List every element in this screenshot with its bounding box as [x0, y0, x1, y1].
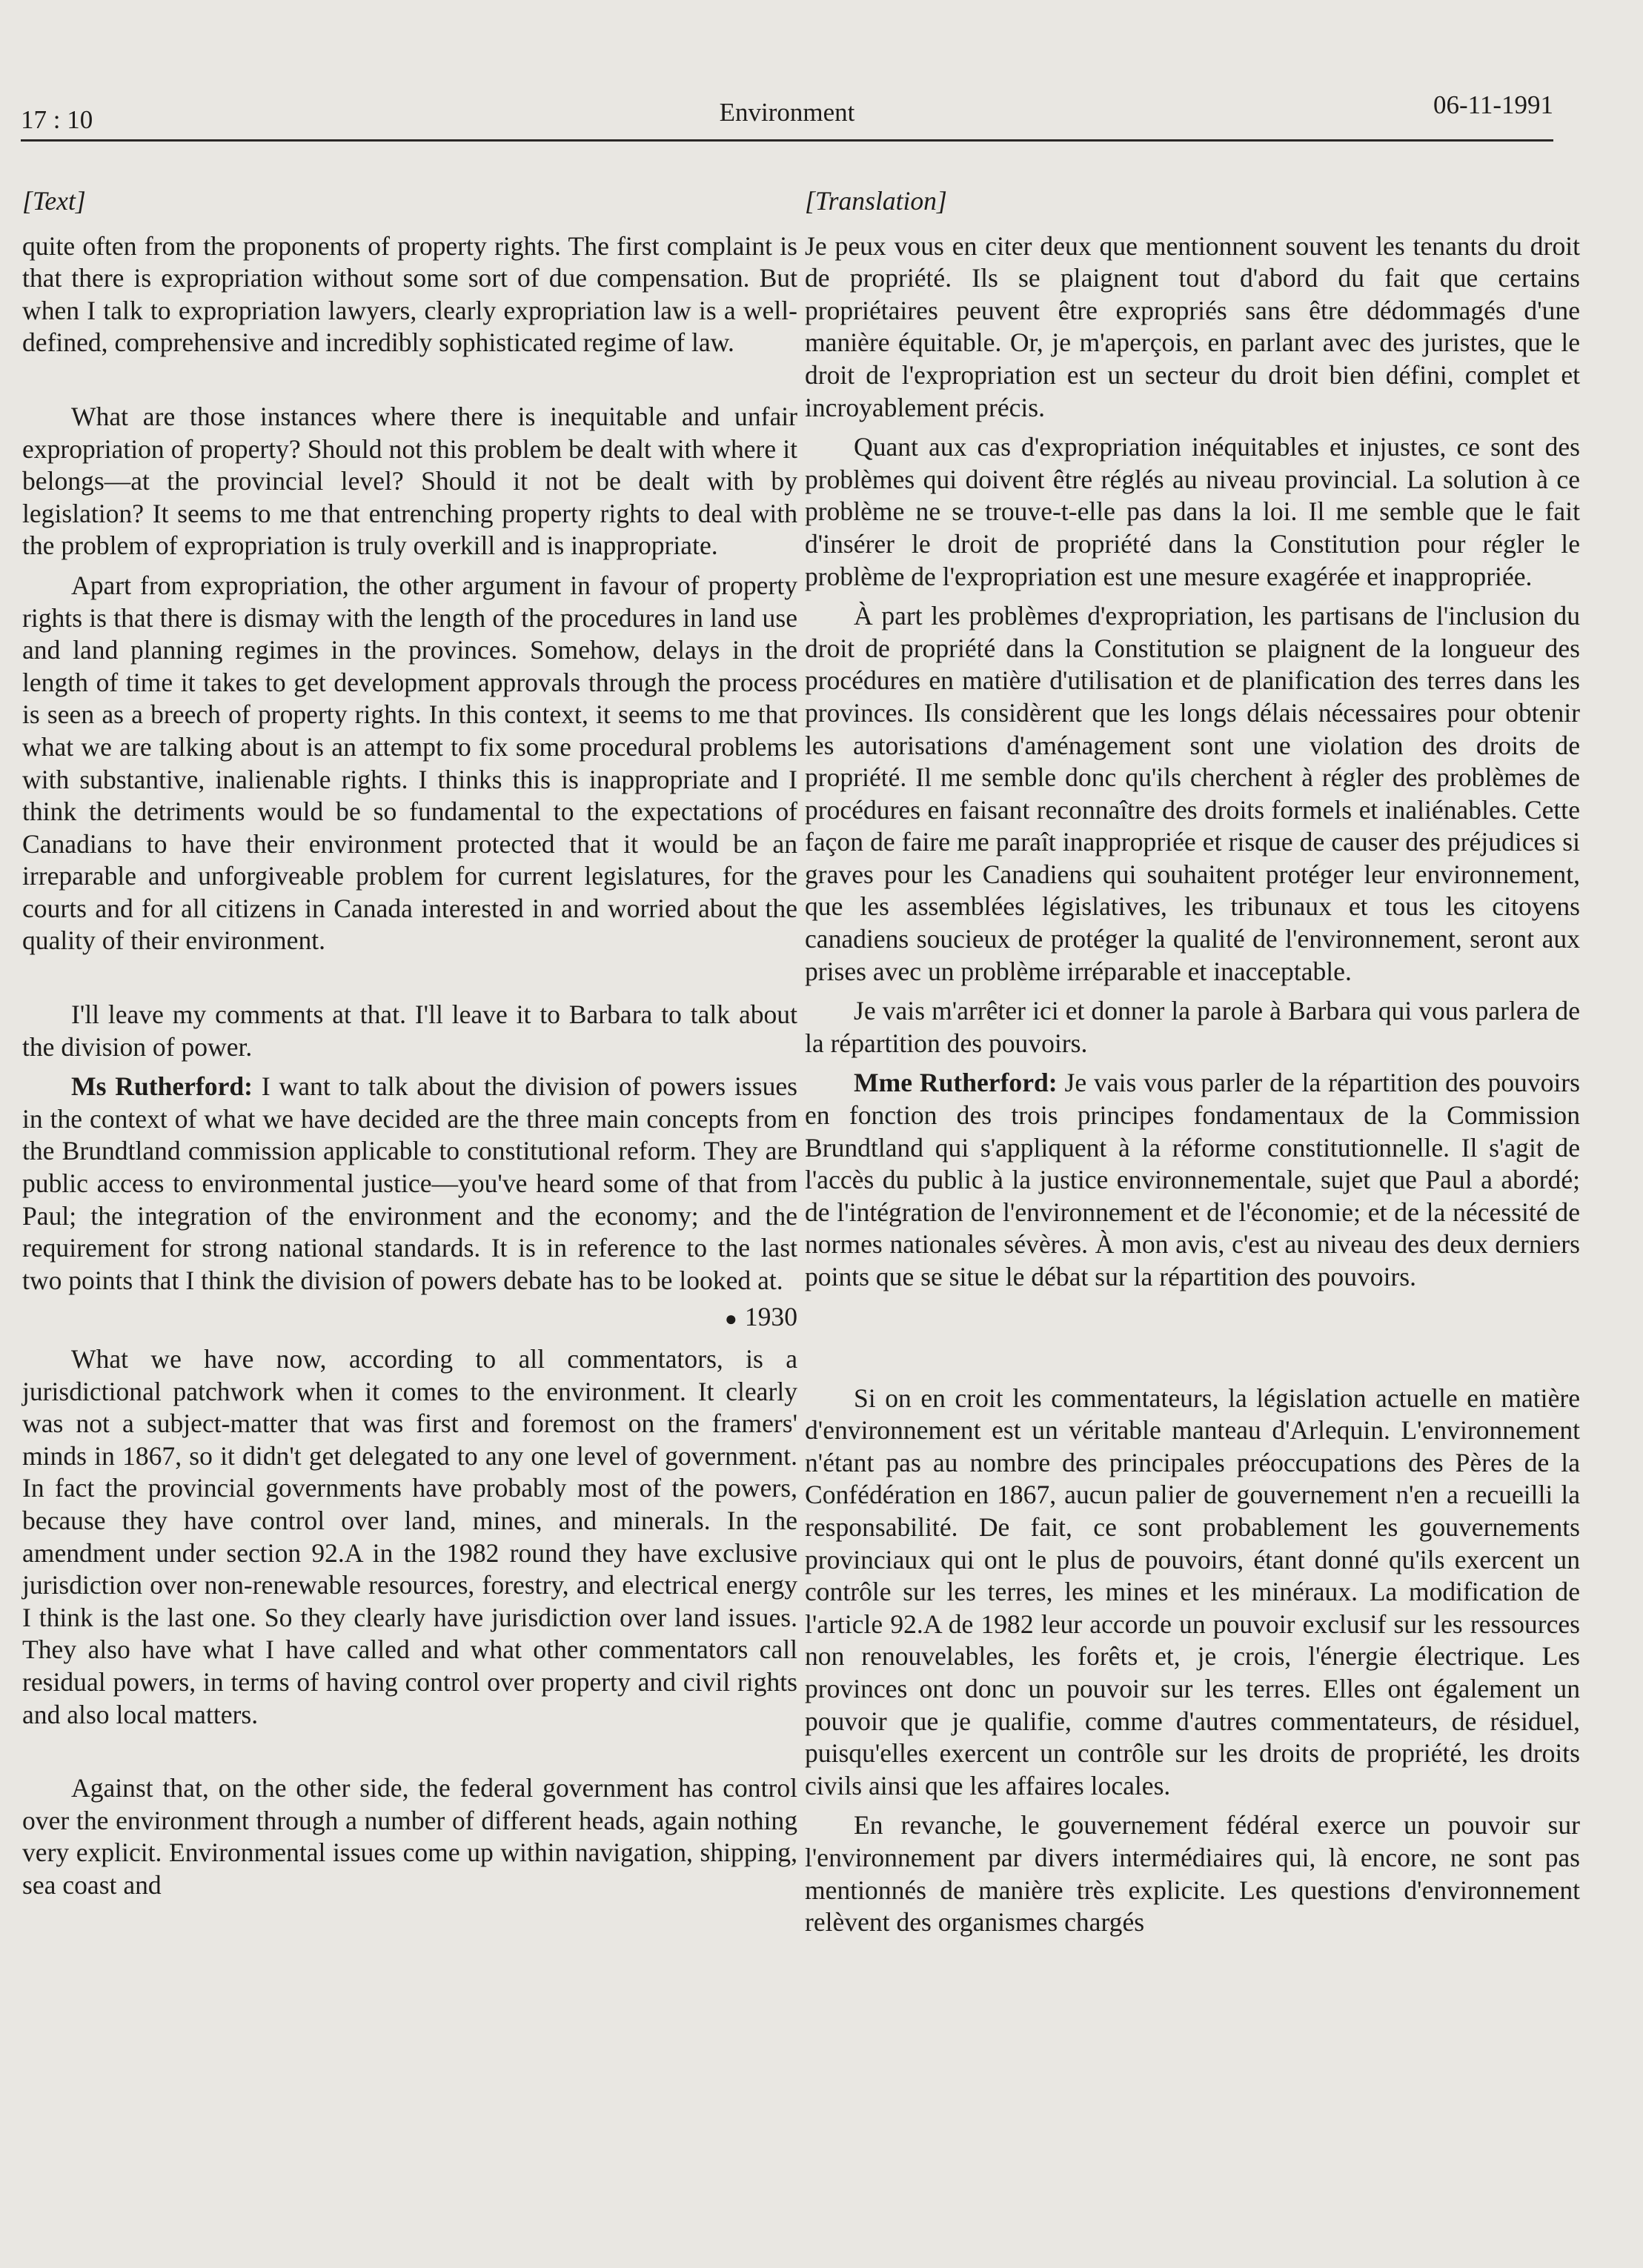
paragraph: À part les problèmes d'expropriation, les partisans de l'inclusion du droit de propriété dans la Constitution se plaignent de la longueur des procédures en matière d'utilisation et de planification des terres dans les provinces. Ils considèrent que les longs délais nécessaires pour obtenir les autorisations d'aménagement sont une violation des droits de propriété. Il me semble donc qu'ils cherchent à régler des problèmes de procédures en faisant reconnaître des droits formels et inaliénables. Cette façon de faire me paraît inappropriée et risque de causer des préjudices si graves pour les Canadiens qui souhaitent protéger leur environnement, que les assemblées législatives, les tribunaux et tous les citoyens canadiens soucieux de protéger la qualité de l'environnement, seront aux prises avec un problème irréparable et inacceptable. — [805, 601, 1580, 986]
speaker-paragraph — [805, 1067, 1580, 1293]
bullet-icon: ● — [724, 1308, 737, 1331]
timestamp — [22, 1301, 797, 1336]
paragraph: Apart from expropriation, the other argument in favour of property rights is that there is dismay with the length of the procedures in land use and land planning regimes in the provinces. Somehow, delays in the length of time it takes to get development approvals through the process is seen as a breech of property rights. In this context, it seems to me that what we are talking about is an attempt to fix some procedural problems with substantive, inalienable rights. I thinks this is inappropriate and I think the detriments would be so fundamental to the expectations of Canadians to have their environment protected that it would be an irreparable and unforgiveable problem for current legislatures, for the courts and for all citizens in Canada interested in and worried about the quality of their environment. — [22, 570, 797, 956]
paragraph: Against that, on the other side, the federal government has control over the environment through a number of different heads, again nothing very explicit. Environmental issues come up within navigation, shipping, sea coast and — [22, 1773, 797, 1900]
paragraph-text: I want to talk about the division of powers issues in the context of what we have decided are the three main concepts from the Brundtland commission applicable to constitutional reform. They are public access to environmental justice—you've heard some of that from Paul; the integration of the environment and the economy; and the requirement for strong national standards. It is in reference to the last two points that I think the division of powers debate has to be looked at. — [22, 1071, 797, 1295]
committee-title: Environment — [719, 98, 855, 127]
paragraph: What are those instances where there is inequitable and unfair expropriation of property? Should not this problem be dealt with where it belongs—at the provincial level? Should it not be dealt with by legislation? It seems to me that entrenching property rights to deal with the problem of expropriation is truly overkill and is inappropriate. — [22, 401, 797, 561]
paragraph: Si on en croit les commentateurs, la législation actuelle en matière d'environnement est un véritable manteau d'Arlequin. L'environnement n'étant pas au nombre des principales préoccupations des Pères de la Confédération en 1867, aucun palier de gouvernement n'en a recueilli la responsabilité. De fait, ce sont probablement les gouvernements provinciaux qui ont le plus de pouvoirs, étant donné qu'ils exercent un contrôle sur les terres, les mines et les minéraux. La modification de l'article 92.A de 1982 leur accorde un pouvoir exclusif sur les ressources non renouvelables, les forêts et, je crois, l'énergie électrique. Les provinces ont donc un pouvoir sur les terres. Elles ont également un pouvoir que je qualifie, comme d'autres commentateurs, de résiduel, puisqu'elles exercent un contrôle sur les droits de propriété, les droits civils ainsi que les affaires locales. — [805, 1383, 1580, 1800]
page-header — [21, 83, 1553, 142]
paragraph-text: Je vais vous parler de la répartition des pouvoirs en fonction des trois principes fondamentaux de la Commission Brundtland qui s'appliquent à la réforme constitutionnelle. Il s'agit de l'accès du public à la justice environnementale, sujet que Paul a abordé; de l'intégration de l'environnement et de l'économie; et de la nécessité de normes nationales sévères. À mon avis, c'est au niveau des deux derniers points que se situe le débat sur la répartition des pouvoirs. — [805, 1068, 1580, 1291]
speaker-name: Mme Rutherford: — [854, 1068, 1058, 1098]
english-column — [22, 185, 797, 1902]
paragraph: quite often from the proponents of property rights. The first complaint is that there is expropriation without some sort of due compensation. But when I talk to expropriation lawyers, clearly expropriation law is a well-defined, comprehensive and incredibly sophisticated regime of law. — [22, 230, 797, 358]
paragraph: En revanche, le gouvernement fédéral exerce un pouvoir sur l'environnement par divers intermédiaires qui, là encore, ne sont pas mentionnés de manière très explicite. Les questions d'environnement relèvent des organismes chargés — [805, 1810, 1580, 1938]
paragraph: Je vais m'arrêter ici et donner la parole à Barbara qui vous parlera de la répartition des pouvoirs. — [805, 996, 1580, 1058]
page-number: 17 : 10 — [21, 105, 93, 134]
text-label: [Text] — [22, 186, 86, 216]
paragraph: What we have now, according to all commentators, is a jurisdictional patchwork when it comes to the environment. It clearly was not a subject-matter that was first and foremost on the framers' minds in 1867, so it didn't get delegated to any one level of government. In fact the provincial governments have probably most of the powers, because they have control over land, mines, and minerals. In the amendment under section 92.A in the 1982 round they have exclusive jurisdiction over non-renewable resources, forestry, and electrical energy I think is the last one. So they clearly have jurisdiction over land issues. They also have what I have called and what other commentators call residual powers, in terms of having control over property and civil rights and also local matters. — [22, 1344, 797, 1729]
paragraph: Quant aux cas d'expropriation inéquitables et injustes, ce sont des problèmes qui doivent être réglés au niveau provincial. La solution à ce problème ne se trouve-t-elle pas dans la loi. Il me semble que le fait d'insérer le droit de propriété dans la Constitution pour régler le problème de l'expropriation est une mesure exagérée et inappropriée. — [805, 432, 1580, 591]
translation-label: [Translation] — [805, 186, 947, 216]
timestamp-value: 1930 — [744, 1302, 797, 1332]
speaker-paragraph — [22, 1071, 797, 1297]
meeting-date: 06-11-1991 — [1433, 90, 1553, 119]
paragraph: I'll leave my comments at that. I'll leave it to Barbara to talk about the division of power. — [22, 1000, 797, 1062]
paragraph: Je peux vous en citer deux que mentionnent souvent les tenants du droit de propriété. Ils se plaignent tout d'abord du fait que certains propriétaires peuvent être expropriés sans être dédommagés d'une manière équitable. Or, je m'aperçois, en parlant avec des juristes, que le droit de l'expropriation est un secteur du droit bien défini, complet et incroyablement précis. — [805, 230, 1580, 422]
french-column — [805, 185, 1580, 1939]
speaker-name: Ms Rutherford: — [71, 1071, 253, 1102]
